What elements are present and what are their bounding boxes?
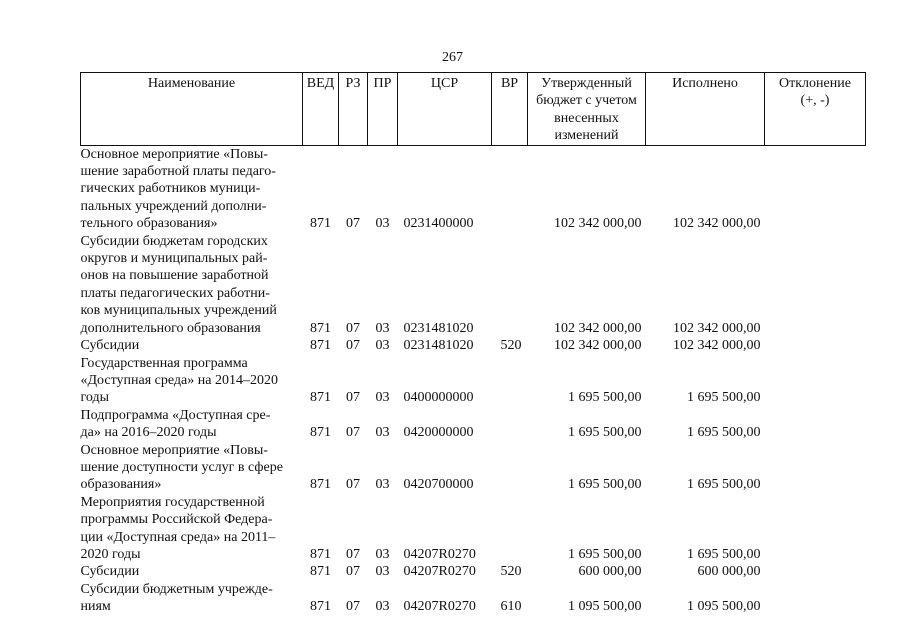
row-approved: 1 095 500,00 (568, 599, 642, 615)
row-vr: 520 (500, 564, 522, 580)
row-rz: 07 (346, 564, 360, 580)
row-name: Основное мероприятие «Повы- шение доступности услуг в сфере образования» (80, 442, 283, 493)
header-ved: ВЕД (303, 73, 339, 146)
row-executed: 1 095 500,00 (687, 599, 761, 615)
row-pr: 03 (375, 425, 390, 441)
row-csr: 04207R0270 (403, 564, 476, 580)
row-vr (492, 355, 528, 407)
row-ved: 871 (310, 546, 331, 562)
row-vr (492, 233, 528, 337)
row-approved: 600 000,00 (578, 564, 642, 580)
row-ved: 871 (310, 320, 331, 336)
row-approved: 102 342 000,00 (554, 320, 642, 336)
header-csr: ЦСР (398, 73, 492, 146)
row-ved: 871 (310, 338, 331, 354)
header-rz: РЗ (339, 73, 368, 146)
header-approved: Утвержденный бюджет с учетом внесенных изменений (528, 73, 646, 146)
row-name: Субсидии (80, 338, 140, 354)
header-name: Наименование (81, 73, 303, 146)
budget-table (80, 72, 866, 616)
row-vr: 610 (500, 599, 522, 615)
row-name: Субсидии бюджетам городских округов и муниципальных рай- онов на повышение заработной платы педагогических работни- ков муниципальных учреждений дополнительного образования (80, 233, 277, 336)
row-ved: 871 (310, 216, 331, 232)
table-row (81, 407, 866, 442)
table-row (81, 563, 866, 580)
row-deviation (765, 563, 866, 580)
table-row (81, 233, 866, 337)
row-ved: 871 (310, 477, 331, 493)
header-row (81, 73, 866, 146)
row-csr: 0420700000 (403, 477, 474, 493)
row-rz: 07 (346, 390, 360, 406)
row-executed: 102 342 000,00 (673, 216, 761, 232)
row-deviation (765, 407, 866, 442)
row-vr (492, 145, 528, 233)
table-row (81, 337, 866, 354)
row-vr (492, 407, 528, 442)
row-vr (492, 494, 528, 564)
row-name: Подпрограмма «Доступная сре- да» на 2016–2020 годы (80, 407, 271, 441)
row-deviation (765, 355, 866, 407)
row-vr: 520 (500, 338, 522, 354)
row-pr: 03 (375, 390, 390, 406)
row-pr: 03 (375, 564, 390, 580)
table-row (81, 442, 866, 494)
row-rz: 07 (346, 599, 360, 615)
row-deviation (765, 494, 866, 564)
row-deviation (765, 233, 866, 337)
row-pr: 03 (375, 338, 390, 354)
row-csr: 04207R0270 (403, 599, 476, 615)
row-deviation (765, 581, 866, 616)
row-approved: 1 695 500,00 (568, 546, 642, 562)
row-executed: 102 342 000,00 (673, 320, 761, 336)
row-name: Мероприятия государственной программы Российской Федера- ции «Доступная среда» на 2011– 2020 годы (80, 494, 276, 562)
row-deviation (765, 442, 866, 494)
header-deviation: Отклонение (+, -) (765, 73, 866, 146)
row-pr: 03 (375, 546, 390, 562)
row-rz: 07 (346, 425, 360, 441)
row-rz: 07 (346, 546, 360, 562)
row-ved: 871 (310, 390, 331, 406)
row-csr: 04207R0270 (403, 546, 476, 562)
page-number: 267 (442, 50, 463, 65)
row-deviation (765, 337, 866, 354)
row-csr: 0400000000 (403, 390, 474, 406)
row-approved: 1 695 500,00 (568, 425, 642, 441)
table-row (81, 355, 866, 407)
row-pr: 03 (375, 477, 390, 493)
row-ved: 871 (310, 425, 331, 441)
row-name: Субсидии (80, 564, 140, 580)
row-pr: 03 (375, 216, 390, 232)
row-pr: 03 (375, 320, 390, 336)
row-approved: 102 342 000,00 (554, 338, 642, 354)
header-pr: ПР (368, 73, 398, 146)
table-row (81, 145, 866, 233)
row-rz: 07 (346, 216, 360, 232)
row-pr: 03 (375, 599, 390, 615)
table-row (81, 494, 866, 564)
row-executed: 102 342 000,00 (673, 338, 761, 354)
row-name: Основное мероприятие «Повы- шение заработной платы педаго- гических работников муници- пальных учреждений дополни- тельного образования» (80, 146, 276, 232)
header-executed: Исполнено (646, 73, 765, 146)
row-approved: 1 695 500,00 (568, 477, 642, 493)
row-executed: 1 695 500,00 (687, 390, 761, 406)
row-csr: 0231481020 (403, 338, 474, 354)
row-name: Субсидии бюджетным учрежде- ниям (80, 581, 273, 615)
row-csr: 0231481020 (403, 320, 474, 336)
row-executed: 1 695 500,00 (687, 546, 761, 562)
row-name: Государственная программа «Доступная среда» на 2014–2020 годы (80, 355, 278, 406)
row-approved: 1 695 500,00 (568, 390, 642, 406)
row-executed: 1 695 500,00 (687, 477, 761, 493)
row-deviation (765, 145, 866, 233)
row-csr: 0231400000 (403, 216, 474, 232)
row-approved: 102 342 000,00 (554, 216, 642, 232)
row-ved: 871 (310, 599, 331, 615)
row-rz: 07 (346, 320, 360, 336)
table-row (81, 581, 866, 616)
row-executed: 600 000,00 (697, 564, 761, 580)
row-ved: 871 (310, 564, 331, 580)
row-vr (492, 442, 528, 494)
row-csr: 0420000000 (403, 425, 474, 441)
row-rz: 07 (346, 477, 360, 493)
header-vr: ВР (492, 73, 528, 146)
row-executed: 1 695 500,00 (687, 425, 761, 441)
row-rz: 07 (346, 338, 360, 354)
